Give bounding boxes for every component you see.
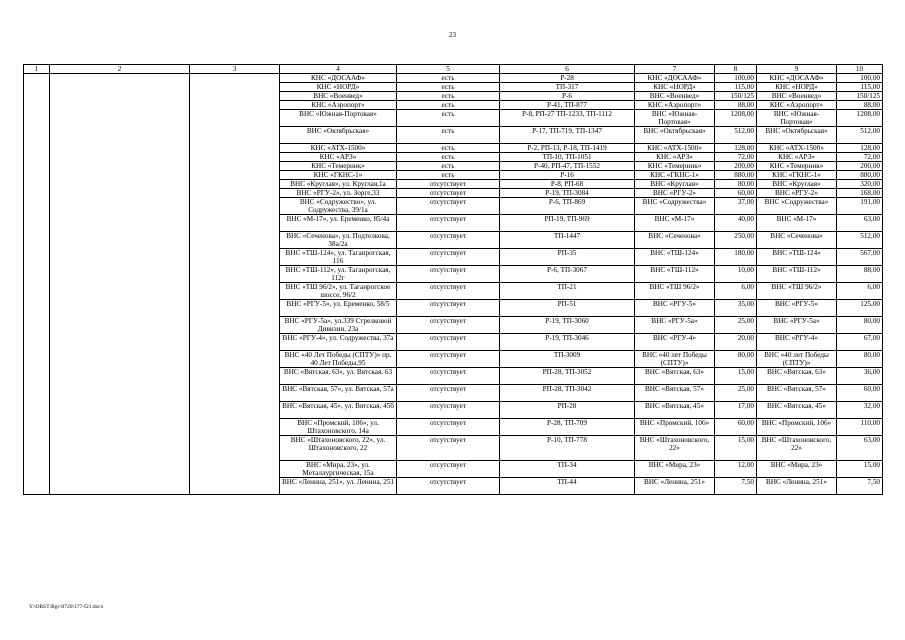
power-value-cell: 20,00 [715,334,757,351]
object-name-cell: ВНС «Мира, 23», ул. Металлургическая, 15а [280,461,397,478]
scada-status-cell: отсутствует [397,461,500,478]
power-value-cell: 32,00 [837,402,883,419]
object-cell: КНС «НОРД» [635,83,715,92]
object-cell: ВНС «Промский, 106» [635,419,715,436]
scada-status-cell: отсутствует [397,419,500,436]
power-value-cell: 191,00 [837,198,883,215]
scada-status-cell: отсутствует [397,283,500,300]
power-value-cell: 180,00 [715,249,757,266]
table-header-row [24,65,883,74]
power-value-cell: 88,00 [837,266,883,283]
object-cell: ВНС «Военвед» [757,92,837,101]
object-name-cell: ВНС «РГУ-2», ул. Зорге,33 [280,189,397,198]
object-cell: КНС «АТХ-1500» [757,144,837,153]
scada-status-cell: отсутствует [397,402,500,419]
scada-status-cell: отсутствует [397,334,500,351]
scada-status-cell: есть [397,92,500,101]
supply-source-cell: Р-28 [500,74,635,83]
object-cell: ВНС «Вятская, 63» [757,368,837,385]
scada-status-cell: отсутствует [397,266,500,283]
object-cell: ВНС «ТШ-124» [757,249,837,266]
scada-status-cell: отсутствует [397,249,500,266]
object-name-cell: ВНС «40 Лет Победы (СПТУ)» пр. 40 Лет Победы,95 [280,351,397,368]
power-value-cell: 6,00 [837,283,883,300]
scada-status-cell: отсутствует [397,198,500,215]
object-cell: ВНС «Мира, 23» [635,461,715,478]
scada-status-cell: отсутствует [397,189,500,198]
object-cell: КНС «ГКНС-1» [757,171,837,180]
power-value-cell: 115,00 [715,83,757,92]
object-cell: КНС «ДОСААФ» [635,74,715,83]
supply-source-cell: ТП-317 [500,83,635,92]
object-cell: ВНС «Содружества» [757,198,837,215]
object-cell: ВНС «ТШ-112» [635,266,715,283]
object-name-cell: ВНС «ТШ-124», ул. Таганрогская, 116 [280,249,397,266]
object-cell: ВНС «Мира, 23» [757,461,837,478]
power-value-cell: 80,00 [837,351,883,368]
power-value-cell: 72,00 [715,153,757,162]
scada-status-cell: есть [397,74,500,83]
scada-status-cell: отсутствует [397,215,500,232]
object-cell: ВНС «Военвед» [635,92,715,101]
object-cell: КНС «ДОСААФ» [757,74,837,83]
empty-merged-cell [24,74,50,495]
scada-status-cell: отсутствует [397,300,500,317]
object-cell: ВНС «РГУ-4» [757,334,837,351]
power-value-cell: 1208,00 [837,110,883,127]
power-value-cell: 37,00 [715,198,757,215]
supply-source-cell: РП-51 [500,300,635,317]
object-name-cell: ВНС «ТШ-112», ул. Таганрогская, 112г [280,266,397,283]
object-name-cell: КНС «НОРД» [280,83,397,92]
object-cell: ВНС «Вятская, 57» [757,385,837,402]
object-cell: ВНС «ТШ 96/2» [757,283,837,300]
power-value-cell: 128,00 [837,144,883,153]
object-cell: ВНС «РГУ-2» [635,189,715,198]
supply-source-cell: ТП-21 [500,283,635,300]
supply-source-cell: Р-28, ТП-709 [500,419,635,436]
supply-source-cell: Р-6, ТП-3067 [500,266,635,283]
column-number-cell: 6 [500,65,635,74]
supply-source-cell: Р-19, ТП-3060 [500,317,635,334]
scada-status-cell: отсутствует [397,385,500,402]
object-cell: ВНС «40 лет Победы (СПТУ)» [635,351,715,368]
object-name-cell: ВНС «Вятская, 63», ул. Вятская, 63 [280,368,397,385]
power-value-cell: 512,00 [837,127,883,144]
object-name-cell: ВНС «Содружество», ул. Содружества, 39/1а [280,198,397,215]
power-value-cell: 150/125 [837,92,883,101]
column-number-cell: 4 [280,65,397,74]
supply-source-cell: РП-28, ТП-3052 [500,368,635,385]
object-cell: ВНС «Штахоновского, 22» [635,436,715,461]
object-name-cell: КНС «АРЗ» [280,153,397,162]
power-value-cell: 880,00 [837,171,883,180]
object-cell: КНС «ГКНС-1» [635,171,715,180]
power-value-cell: 40,00 [715,215,757,232]
scada-status-cell: есть [397,127,500,144]
power-value-cell: 60,00 [715,419,757,436]
scada-status-cell: отсутствует [397,351,500,368]
object-name-cell: ВНС «Южная-Портовая» [280,110,397,127]
power-value-cell: 1208,00 [715,110,757,127]
supply-source-cell: ТП-10, ТП-1051 [500,153,635,162]
supply-source-cell: Р-2, РП-13, Р-18, ТП-1419 [500,144,635,153]
object-name-cell: ВНС «Промский, 106», ул. Штахоновского, 14а [280,419,397,436]
supply-source-cell: Р-19, ТП-3046 [500,334,635,351]
object-cell: КНС «Темерник» [757,162,837,171]
power-value-cell: 512,00 [837,232,883,249]
table-row [24,74,883,83]
power-value-cell: 567,00 [837,249,883,266]
supply-source-cell: Р-10, ТП-778 [500,436,635,461]
object-cell: ВНС «РГУ-5а» [635,317,715,334]
object-name-cell: КНС «Темерник» [280,162,397,171]
supply-source-cell: ТП-44 [500,478,635,495]
object-name-cell: ВНС «Круглая», ул. Круглая,1а [280,180,397,189]
object-cell: ВНС «Октябрьская» [635,127,715,144]
object-name-cell: ВНС «Октябрьская» [280,127,397,144]
power-value-cell: 168,00 [837,189,883,198]
object-name-cell: КНС «ГКНС-1» [280,171,397,180]
object-cell: КНС «Аэропорт» [635,101,715,110]
supply-source-cell: РП-28 [500,402,635,419]
data-table [23,64,883,495]
power-value-cell: 60,00 [715,189,757,198]
power-value-cell: 6,00 [715,283,757,300]
object-name-cell: ВНС «Вятская, 57», ул. Вятская, 57а [280,385,397,402]
scada-status-cell: есть [397,162,500,171]
object-cell: ВНС «Промский, 106» [757,419,837,436]
object-cell: ВНС «Круглая» [757,180,837,189]
object-cell: ВНС «ТШ-124» [635,249,715,266]
power-value-cell: 63,00 [837,215,883,232]
scada-status-cell: отсутствует [397,180,500,189]
empty-merged-cell [190,74,280,495]
page-number: 23 [449,31,456,39]
object-name-cell: ВНС «М-17», ул. Еременко, 85/4а [280,215,397,232]
object-name-cell: ВНС «Сеченова», ул. Подтелкова, 38а/2а [280,232,397,249]
column-number-cell: 5 [397,65,500,74]
object-cell: КНС «НОРД» [757,83,837,92]
object-name-cell: КНС «Аэропорт» [280,101,397,110]
scada-status-cell: есть [397,83,500,92]
column-number-cell: 2 [50,65,190,74]
object-name-cell: ВНС «РГУ-4», ул. Содружества, 37а [280,334,397,351]
object-name-cell: ВНС «РГУ-5», ул. Еременко, 58/5 [280,300,397,317]
object-name-cell: ВНС «ТШ 96/2», ул. Таганрогское шоссе, 96/2 [280,283,397,300]
object-name-cell: КНС «ДОСААФ» [280,74,397,83]
scada-status-cell: отсутствует [397,436,500,461]
supply-source-cell: ТП-3009 [500,351,635,368]
power-value-cell: 15,00 [715,436,757,461]
power-value-cell: 15,00 [715,368,757,385]
column-number-cell: 7 [635,65,715,74]
object-cell: ВНС «ТШ 96/2» [635,283,715,300]
power-value-cell: 80,00 [715,351,757,368]
power-value-cell: 880,00 [715,171,757,180]
power-value-cell: 17,00 [715,402,757,419]
supply-source-cell: ТП-1447 [500,232,635,249]
power-value-cell: 25,00 [715,317,757,334]
object-cell: ВНС «Южная-Портовая» [757,110,837,127]
supply-source-cell: Р-8, РП-68 [500,180,635,189]
column-number-cell: 10 [837,65,883,74]
object-cell: ВНС «Южная-Портовая» [635,110,715,127]
empty-merged-cell [50,74,190,495]
power-value-cell: 320,00 [837,180,883,189]
power-value-cell: 125,00 [837,300,883,317]
power-value-cell: 512,00 [715,127,757,144]
object-cell: ВНС «Вятская, 63» [635,368,715,385]
supply-source-cell: Р-19, ТП-3084 [500,189,635,198]
object-cell: ВНС «Октябрьская» [757,127,837,144]
power-value-cell: 150/125 [715,92,757,101]
object-cell: ВНС «РГУ-5а» [757,317,837,334]
scada-status-cell: есть [397,110,500,127]
power-value-cell: 80,00 [837,317,883,334]
power-value-cell: 128,00 [715,144,757,153]
power-value-cell: 88,00 [715,101,757,110]
scada-status-cell: отсутствует [397,317,500,334]
object-cell: ВНС «РГУ-5» [757,300,837,317]
object-cell: ВНС «М-17» [635,215,715,232]
power-value-cell: 7,50 [715,478,757,495]
file-path-footer: Y:\ORST\Rgc\0720\177-f21.docx [29,604,104,610]
power-value-cell: 63,00 [837,436,883,461]
power-value-cell: 12,00 [715,461,757,478]
power-value-cell: 72,00 [837,153,883,162]
supply-source-cell: Р-17, ТП-719, ТП-1347 [500,127,635,144]
power-value-cell: 80,00 [715,180,757,189]
object-cell: ВНС «Круглая» [635,180,715,189]
object-cell: ВНС «РГУ-5» [635,300,715,317]
power-value-cell: 60,00 [837,385,883,402]
scada-status-cell: есть [397,101,500,110]
power-value-cell: 88,00 [837,101,883,110]
object-cell: ВНС «Вятская, 45» [757,402,837,419]
object-name-cell: ВНС «Военвед» [280,92,397,101]
object-name-cell: ВНС «РГУ-5а», ул.339 Стрелковой Дивизии, 23а [280,317,397,334]
power-value-cell: 7,50 [837,478,883,495]
power-value-cell: 100,00 [715,74,757,83]
supply-source-cell: Р-8, РП-27 ТП-1233, ТП-1112 [500,110,635,127]
power-value-cell: 250,00 [715,232,757,249]
power-value-cell: 25,00 [715,385,757,402]
supply-source-cell: Р-16 [500,171,635,180]
object-cell: ВНС «Сеченова» [757,232,837,249]
power-value-cell: 15,00 [837,461,883,478]
supply-source-cell: Р-6 [500,92,635,101]
supply-source-cell: Р-41, ТП-877 [500,101,635,110]
object-name-cell: КНС «АТХ-1500» [280,144,397,153]
supply-source-cell: ТП-34 [500,461,635,478]
object-cell: ВНС «М-17» [757,215,837,232]
column-number-cell: 1 [24,65,50,74]
scada-status-cell: отсутствует [397,478,500,495]
power-value-cell: 100,00 [837,74,883,83]
object-cell: ВНС «ТШ-112» [757,266,837,283]
object-cell: ВНС «40 лет Победы (СПТУ)» [757,351,837,368]
object-cell: ВНС «Ленина, 251» [635,478,715,495]
power-value-cell: 35,00 [715,300,757,317]
object-cell: ВНС «Сеченова» [635,232,715,249]
supply-source-cell: РП-28, ТП-3042 [500,385,635,402]
object-name-cell: ВНС «Штахоновского, 22», ул. Штахоновского, 22 [280,436,397,461]
power-value-cell: 36,00 [837,368,883,385]
object-cell: ВНС «Содружества» [635,198,715,215]
scada-status-cell: отсутствует [397,232,500,249]
power-value-cell: 10,00 [715,266,757,283]
supply-source-cell: Р-6, ТП-869 [500,198,635,215]
scada-status-cell: есть [397,153,500,162]
supply-source-cell: Р-40, РП-47, ТП-1552 [500,162,635,171]
object-cell: ВНС «РГУ-4» [635,334,715,351]
scada-status-cell: отсутствует [397,368,500,385]
scada-status-cell: есть [397,171,500,180]
object-cell: КНС «АРЗ» [757,153,837,162]
column-number-cell: 3 [190,65,280,74]
supply-source-cell: РП-35 [500,249,635,266]
power-value-cell: 200,00 [837,162,883,171]
power-value-cell: 67,00 [837,334,883,351]
object-cell: ВНС «Ленина, 251» [757,478,837,495]
supply-source-cell: РП-19, ТП-969 [500,215,635,232]
column-number-cell: 8 [715,65,757,74]
power-value-cell: 115,00 [837,83,883,92]
object-cell: КНС «Темерник» [635,162,715,171]
object-cell: КНС «АТХ-1500» [635,144,715,153]
object-name-cell: ВНС «Ленина, 251», ул. Ленина, 251 [280,478,397,495]
object-name-cell: ВНС «Вятская, 45», ул. Вятская, 45б [280,402,397,419]
object-cell: ВНС «Вятская, 57» [635,385,715,402]
column-number-cell: 9 [757,65,837,74]
power-value-cell: 110,00 [837,419,883,436]
scada-status-cell: есть [397,144,500,153]
object-cell: ВНС «Вятская, 45» [635,402,715,419]
object-cell: КНС «АРЗ» [635,153,715,162]
object-cell: ВНС «РГУ-2» [757,189,837,198]
object-cell: ВНС «Штахоновского, 22» [757,436,837,461]
object-cell: КНС «Аэропорт» [757,101,837,110]
power-value-cell: 200,00 [715,162,757,171]
